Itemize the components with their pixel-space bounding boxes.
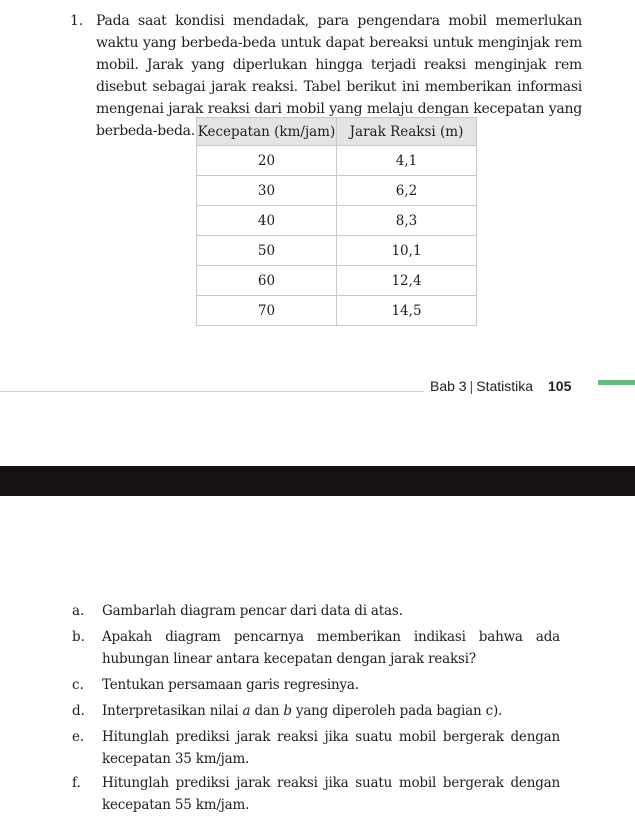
cell-distance: 14,5 [337, 296, 477, 326]
sub-letter: c. [72, 677, 84, 693]
table-row [197, 296, 477, 326]
question-number: 1. [70, 13, 84, 29]
footer-chapter-label [430, 376, 533, 396]
table-row [197, 206, 477, 236]
cell-speed: 20 [197, 146, 337, 176]
cell-distance: 8,3 [337, 206, 477, 236]
footer-accent-bar [598, 380, 635, 385]
cell-distance: 6,2 [337, 176, 477, 206]
cell-distance: 12,4 [337, 266, 477, 296]
cell-distance: 4,1 [337, 146, 477, 176]
footer-separator: | [469, 378, 474, 394]
data-table [196, 117, 477, 326]
table-row [197, 146, 477, 176]
sub-text: Tentukan persamaan garis regresinya. [102, 677, 359, 693]
cell-speed: 30 [197, 176, 337, 206]
sub-text-part: dan [250, 703, 284, 719]
sub-letter: e. [72, 729, 85, 745]
cell-speed: 60 [197, 266, 337, 296]
table-header-row [197, 118, 477, 146]
sub-text [102, 700, 560, 722]
table-row [197, 176, 477, 206]
page-break-band [0, 466, 635, 496]
sub-letter: f. [72, 775, 81, 791]
sub-text: Gambarlah diagram pencar dari data di atas. [102, 603, 403, 619]
sub-text: Apakah diagram pencarnya memberikan indikasi bahwa ada hubungan linear antara kecepatan dengan jarak reaksi? [102, 629, 560, 667]
sub-letter: a. [72, 603, 85, 619]
footer-chapter: Bab 3 [430, 378, 467, 394]
sub-text: Hitunglah prediksi jarak reaksi jika suatu mobil bergerak dengan kecepatan 55 km/jam. [102, 775, 560, 813]
table-row [197, 266, 477, 296]
sub-text-part: yang diperoleh pada bagian c). [291, 703, 503, 719]
cell-distance: 10,1 [337, 236, 477, 266]
variable-a: a [242, 703, 251, 719]
header-reaction-distance: Jarak Reaksi (m) [337, 118, 477, 146]
cell-speed: 50 [197, 236, 337, 266]
cell-speed: 70 [197, 296, 337, 326]
sub-text: Hitunglah prediksi jarak reaksi jika suatu mobil bergerak dengan kecepatan 35 km/jam. [102, 729, 560, 767]
variable-b: b [283, 703, 292, 719]
cell-speed: 40 [197, 206, 337, 236]
sub-letter: d. [72, 703, 85, 719]
page-number: 105 [548, 378, 572, 394]
header-speed: Kecepatan (km/jam) [197, 118, 337, 146]
sub-text-part: Interpretasikan nilai [102, 703, 243, 719]
question-text: Pada saat kondisi mendadak, para pengendara mobil memerlukan waktu yang berbeda-beda untuk dapat bereaksi untuk menginjak rem mobil. Jarak yang diperlukan hingga terjadi reaksi menginjak rem disebut sebagai jarak reaksi. Tabel berikut ini memberikan informasi mengenai jarak reaksi dari mobil yang melaju dengan kecepatan yang berbeda-beda. [96, 13, 582, 139]
footer-section: Statistika [476, 378, 534, 394]
footer-divider [0, 391, 424, 392]
table-row [197, 236, 477, 266]
sub-letter: b. [72, 629, 85, 645]
